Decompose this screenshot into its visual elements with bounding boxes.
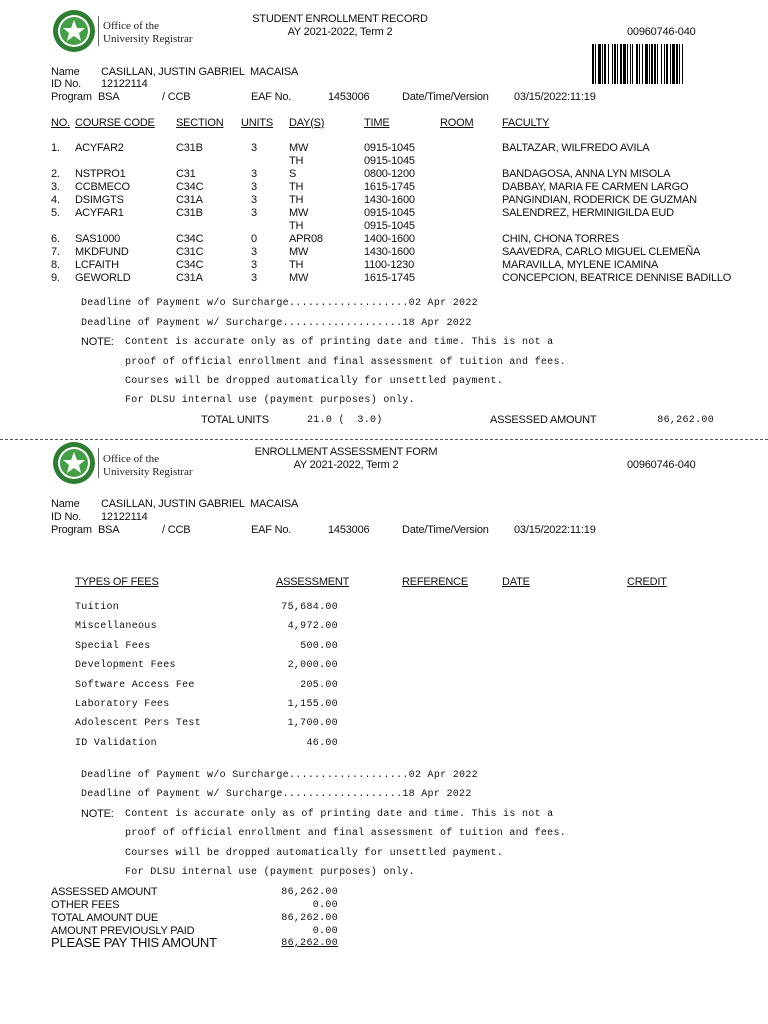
course-units: 3 [251, 181, 257, 193]
note-line-2: proof of official enrollment and final assessment of tuition and fees. [125, 357, 567, 368]
fee-type: Special Fees [75, 640, 151, 652]
student-id: 12122114 [101, 511, 148, 523]
course-days: MW [289, 142, 309, 154]
program-label: Program [51, 91, 92, 103]
id-label: ID No. [51, 78, 81, 90]
course-time: 1615-1745 [364, 181, 415, 193]
course-units: 3 [251, 259, 257, 271]
course-days: APR08 [289, 233, 323, 245]
fee-amount: 2,000.00 [287, 660, 338, 672]
course-faculty: DABBAY, MARIA FE CARMEN LARGO [502, 181, 689, 193]
course-faculty: SAAVEDRA, CARLO MIGUEL CLEMEÑA [502, 246, 701, 258]
name-label: Name [51, 498, 80, 510]
registrar-office-line2: University Registrar [103, 33, 193, 45]
course-time: 0915-1045 [364, 220, 415, 232]
course-no: 2. [51, 168, 60, 180]
college-value: / CCB [162, 524, 191, 536]
course-faculty: BANDAGOSA, ANNA LYN MISOLA [502, 168, 671, 180]
summary-value: 86,262.00 [281, 913, 338, 924]
note-line-3: Courses will be dropped automatically for unsettled payment. [125, 848, 504, 859]
course-no: 7. [51, 246, 60, 258]
course-units: 0 [251, 233, 257, 245]
fee-amount: 1,700.00 [287, 718, 338, 730]
fee-type: Development Fees [75, 660, 176, 672]
course-time: 0915-1045 [364, 207, 415, 219]
program-label: Program [51, 524, 92, 536]
course-section: C31B [176, 207, 203, 219]
col-faculty: FACULTY [502, 117, 550, 129]
total-units-label: TOTAL UNITS [201, 414, 269, 426]
note-label: NOTE: [81, 336, 114, 348]
registrar-office-line1: Office of the [103, 20, 159, 32]
note-line-2: proof of official enrollment and final assessment of tuition and fees. [125, 828, 567, 839]
assessed-amount-label: ASSESSED AMOUNT [490, 414, 597, 426]
course-faculty: PANGINDIAN, RODERICK DE GUZMAN [502, 194, 697, 206]
note-line-3: Courses will be dropped automatically for unsettled payment. [125, 376, 504, 387]
course-section: C34C [176, 233, 204, 245]
deadline-without-surcharge: Deadline of Payment w/o Surcharge...................02 Apr 2022 [81, 770, 478, 781]
course-days: TH [289, 155, 304, 167]
registrar-office-line2: University Registrar [103, 466, 193, 478]
fee-amount: 4,972.00 [287, 621, 338, 633]
summary-label: OTHER FEES [51, 899, 120, 911]
course-section: C34C [176, 259, 204, 271]
fee-amount: 1,155.00 [287, 699, 338, 710]
course-no: 6. [51, 233, 60, 245]
course-code: DSIMGTS [75, 194, 124, 206]
record-reference-number: 00960746-040 [627, 26, 696, 38]
deadline-with-surcharge: Deadline of Payment w/ Surcharge...................18 Apr 2022 [81, 318, 472, 329]
eaf-label: EAF No. [251, 91, 292, 103]
course-no: 9. [51, 272, 60, 284]
course-time: 1430-1600 [364, 194, 415, 206]
fee-type: Adolescent Pers Test [75, 718, 202, 730]
assessment-academic-year: AY 2021-2022, Term 2 [293, 459, 399, 471]
course-time: 1615-1745 [364, 272, 415, 284]
assessment-reference-number: 00960746-040 [627, 459, 696, 471]
note-line-4: For DLSU internal use (payment purposes) only. [125, 395, 415, 406]
summary-label: TOTAL AMOUNT DUE [51, 912, 159, 924]
note-line-4: For DLSU internal use (payment purposes) only. [125, 867, 415, 878]
fee-type: ID Validation [75, 737, 157, 749]
assessed-amount-value: 86,262.00 [657, 415, 714, 426]
summary-value: 86,262.00 [281, 887, 338, 898]
course-days: TH [289, 220, 304, 232]
course-faculty: CHIN, CHONA TORRES [502, 233, 620, 245]
course-code: CCBMECO [75, 181, 130, 193]
course-time: 1400-1600 [364, 233, 415, 245]
eaf-label: EAF No. [251, 524, 292, 536]
summary-label: PLEASE PAY THIS AMOUNT [51, 935, 217, 950]
course-code: ACYFAR2 [75, 142, 124, 154]
course-faculty: MARAVILLA, MYLENE ICAMINA [502, 259, 659, 271]
deadline-without-surcharge: Deadline of Payment w/o Surcharge...................02 Apr 2022 [81, 298, 478, 309]
col-units: UNITS [241, 117, 274, 129]
col-room: ROOM [440, 117, 474, 129]
col-course-code: COURSE CODE [75, 117, 155, 129]
student-id: 12122114 [101, 78, 148, 90]
summary-value: 0.00 [312, 900, 338, 911]
course-days: TH [289, 181, 304, 193]
eaf-number: 1453006 [328, 91, 370, 103]
course-section: C31 [176, 168, 196, 180]
eaf-number: 1453006 [328, 524, 370, 536]
total-units-value: 21.0 ( 3.0) [307, 415, 383, 426]
course-section: C31B [176, 142, 203, 154]
tear-line [0, 439, 768, 440]
col-time: TIME [364, 117, 390, 129]
note-label: NOTE: [81, 808, 114, 820]
course-units: 3 [251, 194, 257, 206]
course-no: 4. [51, 194, 60, 206]
col-section: SECTION [176, 117, 224, 129]
course-time: 0915-1045 [364, 155, 415, 167]
barcode-icon [592, 44, 704, 84]
course-faculty: BALTAZAR, WILFREDO AVILA [502, 142, 650, 154]
col-credit: CREDIT [627, 576, 667, 588]
col-no: NO. [51, 117, 70, 129]
fee-type: Software Access Fee [75, 679, 195, 691]
course-time: 1100-1230 [364, 259, 414, 271]
course-code: NSTPRO1 [75, 168, 126, 180]
course-time: 1430-1600 [364, 246, 415, 258]
university-seal-icon [52, 441, 96, 485]
fee-amount: 205.00 [300, 679, 338, 691]
course-time: 0800-1200 [364, 168, 415, 180]
student-name: CASILLAN, JUSTIN GABRIEL MACAISA [101, 66, 299, 78]
summary-value: 86,262.00 [281, 938, 338, 949]
course-days: TH [289, 194, 304, 206]
course-days: TH [289, 259, 304, 271]
deadline-with-surcharge: Deadline of Payment w/ Surcharge...................18 Apr 2022 [81, 789, 472, 800]
id-label: ID No. [51, 511, 81, 523]
course-code: ACYFAR1 [75, 207, 124, 219]
col-date: DATE [502, 576, 530, 588]
col-days: DAY(S) [289, 117, 325, 129]
course-days: S [289, 168, 297, 180]
course-code: LCFAITH [75, 259, 119, 271]
course-time: 0915-1045 [364, 142, 415, 154]
course-code: MKDFUND [75, 246, 129, 258]
date-time-version-value: 03/15/2022:11:19 [514, 524, 596, 536]
course-no: 8. [51, 259, 60, 271]
course-units: 3 [251, 246, 257, 258]
fee-type: Tuition [75, 602, 120, 613]
course-faculty: CONCEPCION, BEATRICE DENNISE BADILLO [502, 272, 732, 284]
fee-type: Laboratory Fees [75, 699, 170, 710]
course-section: C34C [176, 181, 204, 193]
date-time-version-label: Date/Time/Version [402, 524, 489, 536]
col-types-of-fees: TYPES OF FEES [75, 576, 159, 588]
course-section: C31A [176, 194, 203, 206]
course-no: 5. [51, 207, 60, 219]
course-code: SAS1000 [75, 233, 121, 245]
note-line-1: Content is accurate only as of printing date and time. This is not a [125, 337, 554, 348]
col-reference: REFERENCE [402, 576, 469, 588]
registrar-office-line1: Office of the [103, 453, 159, 465]
fee-amount: 46.00 [306, 737, 338, 749]
university-seal-icon [52, 9, 96, 53]
course-units: 3 [251, 207, 257, 219]
course-days: MW [289, 246, 309, 258]
fee-type: Miscellaneous [75, 621, 157, 633]
course-units: 3 [251, 142, 257, 154]
date-time-version-label: Date/Time/Version [402, 91, 489, 103]
course-no: 1. [51, 142, 60, 154]
course-faculty: SALENDREZ, HERMINIGILDA EUD [502, 207, 674, 219]
col-assessment: ASSESSMENT [276, 576, 350, 588]
student-name: CASILLAN, JUSTIN GABRIEL MACAISA [101, 498, 299, 510]
course-days: MW [289, 207, 309, 219]
assessment-title: ENROLLMENT ASSESSMENT FORM [254, 446, 438, 458]
program-value: BSA [98, 91, 120, 103]
course-days: MW [289, 272, 309, 284]
name-label: Name [51, 66, 80, 78]
course-section: C31C [176, 246, 204, 258]
course-section: C31A [176, 272, 203, 284]
course-no: 3. [51, 181, 60, 193]
date-time-version-value: 03/15/2022:11:19 [514, 91, 596, 103]
college-value: / CCB [162, 91, 191, 103]
summary-label: AMOUNT PREVIOUSLY PAID [51, 925, 195, 937]
record-title: STUDENT ENROLLMENT RECORD [252, 13, 428, 25]
record-academic-year: AY 2021-2022, Term 2 [287, 26, 393, 38]
program-value: BSA [98, 524, 120, 536]
summary-value: 0.00 [312, 926, 338, 937]
fee-amount: 500.00 [300, 640, 338, 652]
fee-amount: 75,684.00 [281, 602, 338, 613]
note-line-1: Content is accurate only as of printing date and time. This is not a [125, 809, 554, 820]
course-units: 3 [251, 272, 257, 284]
summary-label: ASSESSED AMOUNT [51, 886, 158, 898]
course-code: GEWORLD [75, 272, 131, 284]
course-units: 3 [251, 168, 257, 180]
